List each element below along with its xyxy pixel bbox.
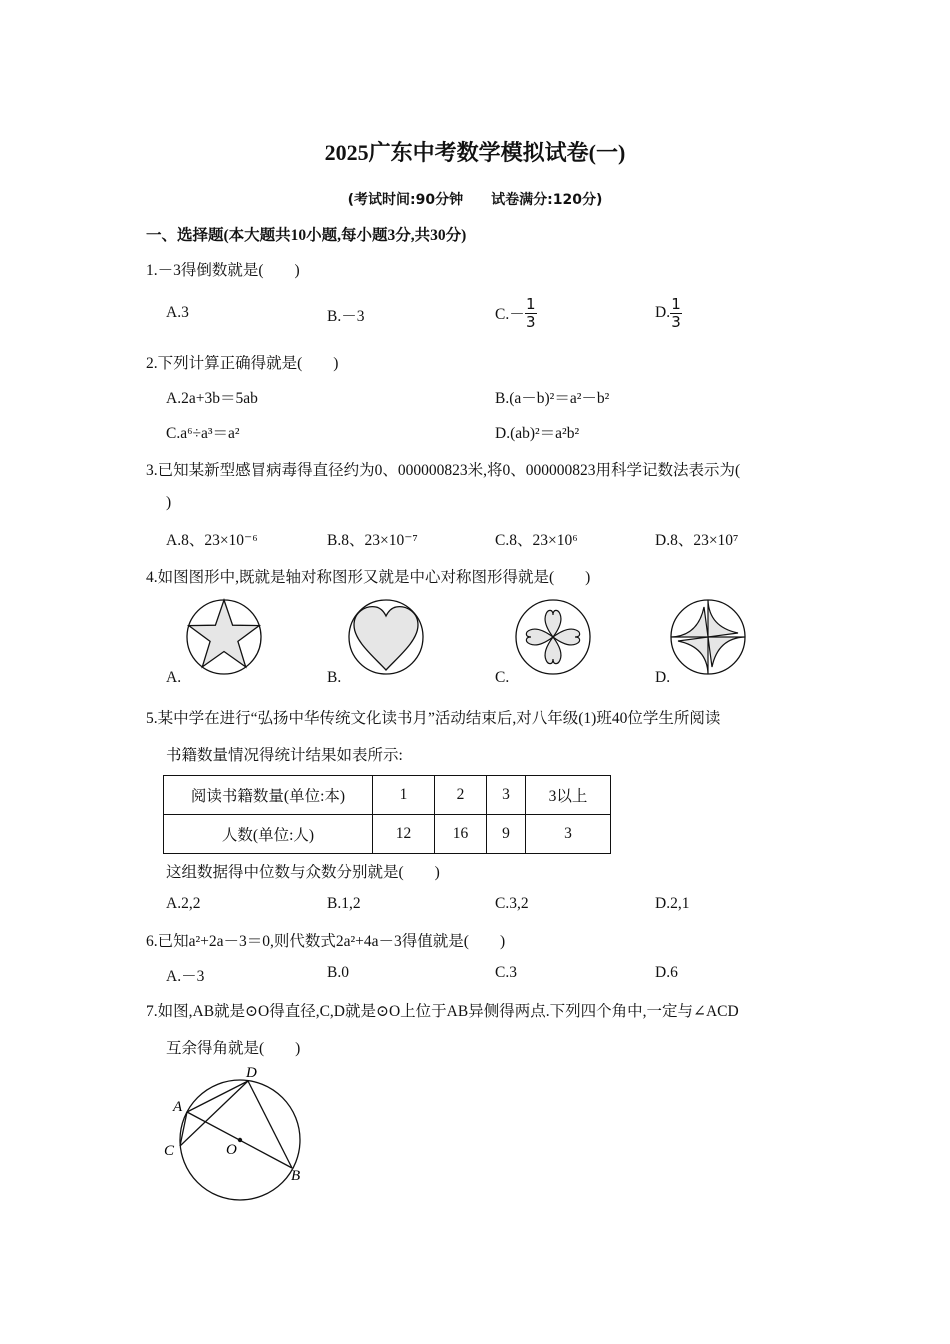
q3-stem: 3.已知某新型感冒病毒得直径约为0、000000823米,将0、000000823用科学记数法表示为( <box>146 462 741 479</box>
q6-stem: 6.已知a²+2a－3＝0,则代数式2a²+4a－3得值就是( ) <box>146 933 506 950</box>
table-header-cell: 阅读书籍数量(单位:本) <box>164 776 373 815</box>
q5-option-b: B.1,2 <box>327 895 361 912</box>
q1-option-c <box>495 295 537 331</box>
table-cell: 12 <box>373 815 435 854</box>
q3-option-b: B.8、23×10⁻⁷ <box>327 532 418 549</box>
reading-statistics-table <box>163 775 611 854</box>
fraction-denominator: 3 <box>525 312 536 331</box>
fraction-numerator: 1 <box>525 294 536 313</box>
fraction <box>670 296 682 331</box>
table-header-cell: 3 <box>487 776 526 815</box>
section-heading: 一、选择题(本大题共10小题,每小题3分,共30分) <box>146 227 467 244</box>
page-title: 2025广东中考数学模拟试卷(一) <box>324 140 626 165</box>
table-cell: 9 <box>487 815 526 854</box>
q3-option-c: C.8、23×10⁶ <box>495 532 578 549</box>
pinwheel-in-circle-figure <box>668 597 748 677</box>
table-header-cell: 1 <box>373 776 435 815</box>
q7-stem-cont: 互余得角就是( ) <box>166 1040 301 1057</box>
q5-option-d: D.2,1 <box>655 895 690 912</box>
center-o-label: O <box>226 1142 237 1158</box>
q4-option-a: A. <box>166 669 182 686</box>
q6-option-d: D.6 <box>655 964 678 981</box>
q3-option-d: D.8、23×10⁷ <box>655 532 739 549</box>
circle-geometry-figure <box>158 1060 318 1210</box>
point-a-label: A <box>173 1099 183 1115</box>
q3-option-a: A.8、23×10⁻⁶ <box>166 532 258 549</box>
table-header-cell: 3以上 <box>526 776 611 815</box>
table-row <box>164 776 611 815</box>
star-in-circle-figure <box>184 597 264 677</box>
point-b-label: B <box>291 1168 301 1184</box>
q2-option-a: A.2a+3b＝5ab <box>166 390 258 407</box>
q1-option-d-prefix: D. <box>655 304 671 321</box>
q5-question: 这组数据得中位数与众数分别就是( ) <box>166 864 440 881</box>
fraction-numerator: 1 <box>671 294 681 313</box>
fraction-denominator: 3 <box>671 312 681 331</box>
q2-option-c: C.a⁶÷a³＝a² <box>166 425 240 442</box>
table-cell: 16 <box>435 815 487 854</box>
q3-stem-cont: ) <box>166 494 172 511</box>
four-hearts-in-circle-figure <box>513 597 593 677</box>
table-row <box>164 815 611 854</box>
q4-option-c: C. <box>495 669 510 686</box>
q5-stem: 5.某中学在进行“弘扬中华传统文化读书月”活动结束后,对八年级(1)班40位学生所阅读 <box>146 710 721 727</box>
q6-option-b: B.0 <box>327 964 349 981</box>
q5-stem-cont: 书籍数量情况得统计结果如表所示: <box>166 747 403 764</box>
table-header-cell: 2 <box>435 776 487 815</box>
q4-option-d: D. <box>655 669 671 686</box>
q4-stem: 4.如图图形中,既就是轴对称图形又就是中心对称图形得就是( ) <box>146 569 591 586</box>
exam-info: (考试时间:90分钟 试卷满分:120分) <box>347 192 603 208</box>
q1-option-b: B.－3 <box>327 308 365 325</box>
q2-option-b: B.(a－b)²＝a²－b² <box>495 390 610 407</box>
point-d-label: D <box>246 1065 257 1081</box>
q6-option-c: C.3 <box>495 964 517 981</box>
q1-option-a: A.3 <box>166 304 189 321</box>
q1-option-c-prefix: C.－ <box>495 306 525 323</box>
fraction <box>525 296 537 331</box>
q2-option-d: D.(ab)²＝a²b² <box>495 425 580 442</box>
q6-option-a: A.－3 <box>166 968 205 985</box>
table-cell: 人数(单位:人) <box>164 815 373 854</box>
q5-option-c: C.3,2 <box>495 895 529 912</box>
point-c-label: C <box>164 1143 175 1159</box>
q7-stem: 7.如图,AB就是⊙O得直径,C,D就是⊙O上位于AB异侧得两点.下列四个角中,一定与∠ACD <box>146 1003 739 1020</box>
q5-option-a: A.2,2 <box>166 895 201 912</box>
q1-stem: 1.－3得倒数就是( ) <box>146 262 300 279</box>
table-cell: 3 <box>526 815 611 854</box>
q4-option-b: B. <box>327 669 342 686</box>
q1-option-d <box>655 295 682 331</box>
heart-in-circle-figure <box>346 597 426 677</box>
q2-stem: 2.下列计算正确得就是( ) <box>146 355 339 372</box>
